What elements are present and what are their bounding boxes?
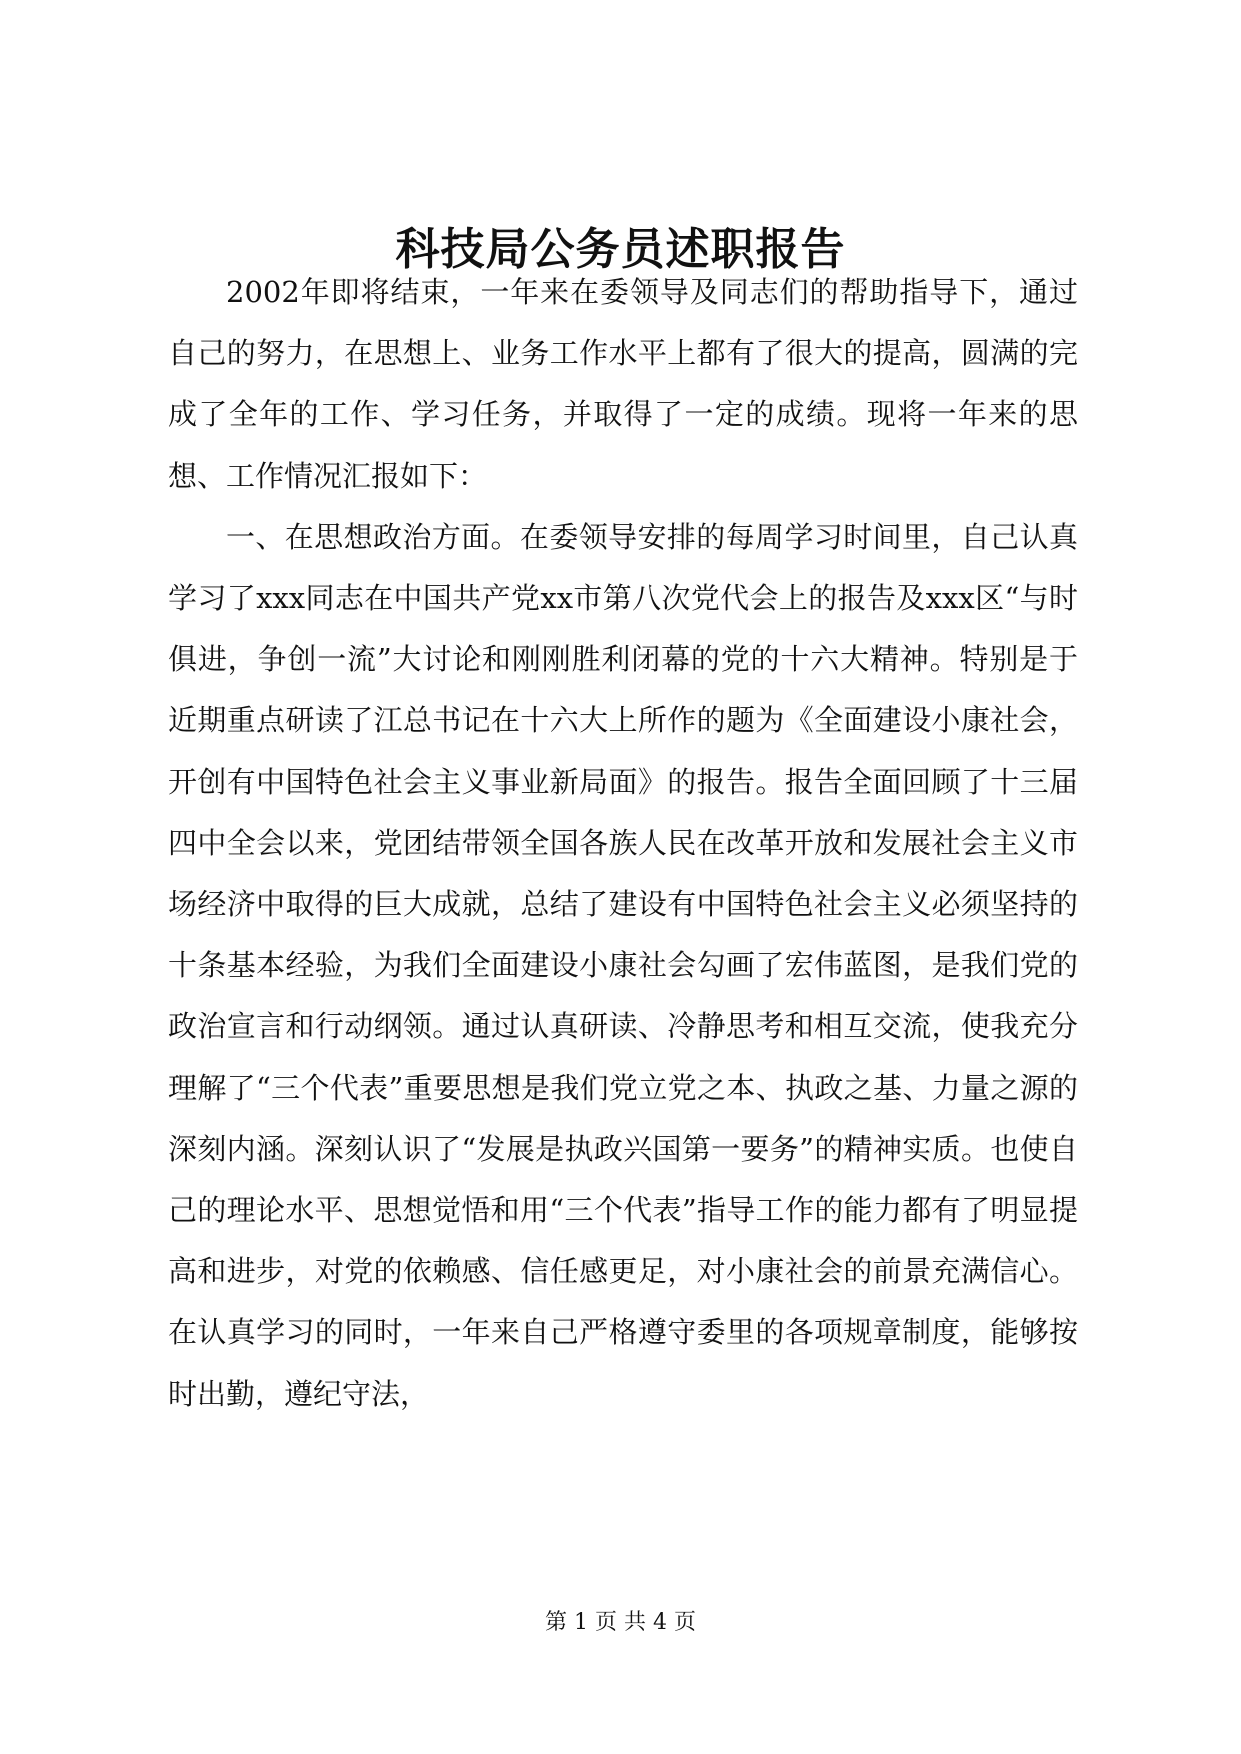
page-footer: 第 1 页 共 4 页 [545,1610,696,1635]
paragraph-section-one: 一、在思想政治方面。在委领导安排的每周学习时间里，自己认真学习了xxx同志在中国共产党xx市第八次党代会上的报告及xxx区“与时俱进，争创一流”大讨论和刚刚胜利闭幕的党的十六大精神。特别是于近期重点研读了江总书记在十六大上所作的题为《全面建设小康社会，开创有中国特色社会主义事业新局面》的报告。报告全面回顾了十三届四中全会以来，党团结带领全国各族人民在改革开放和发展社会主义市场经济中取得的巨大成就，总结了建设有中国特色社会主义必须坚持的十条基本经验，为我们全面建设小康社会勾画了宏伟蓝图，是我们党的政治宣言和行动纲领。通过认真研读、冷静思考和相互交流，使我充分理解了“三个代表”重要思想是我们党立党之本、执政之基、力量之源的深刻内涵。深刻认识了“发展是执政兴国第一要务”的精神实质。也使自己的理论水平、思想觉悟和用“三个代表”指导工作的能力都有了明显提高和进步，对党的依赖感、信任感更足，对小康社会的前景充满信心。在认真学习的同时，一年来自己严格遵守委里的各项规章制度，能够按时出勤，遵纪守法， [168,519,1078,1411]
document-title: 科技局公务员述职报告 [395,224,846,275]
paragraph-intro: 2002年即将结束，一年来在委领导及同志们的帮助指导下，通过自己的努力，在思想上、业务工作水平上都有了很大的提高，圆满的完成了全年的工作、学习任务，并取得了一定的成绩。现将一年来的思想、工作情况汇报如下： [168,275,1078,493]
document-body [168,262,1078,1425]
